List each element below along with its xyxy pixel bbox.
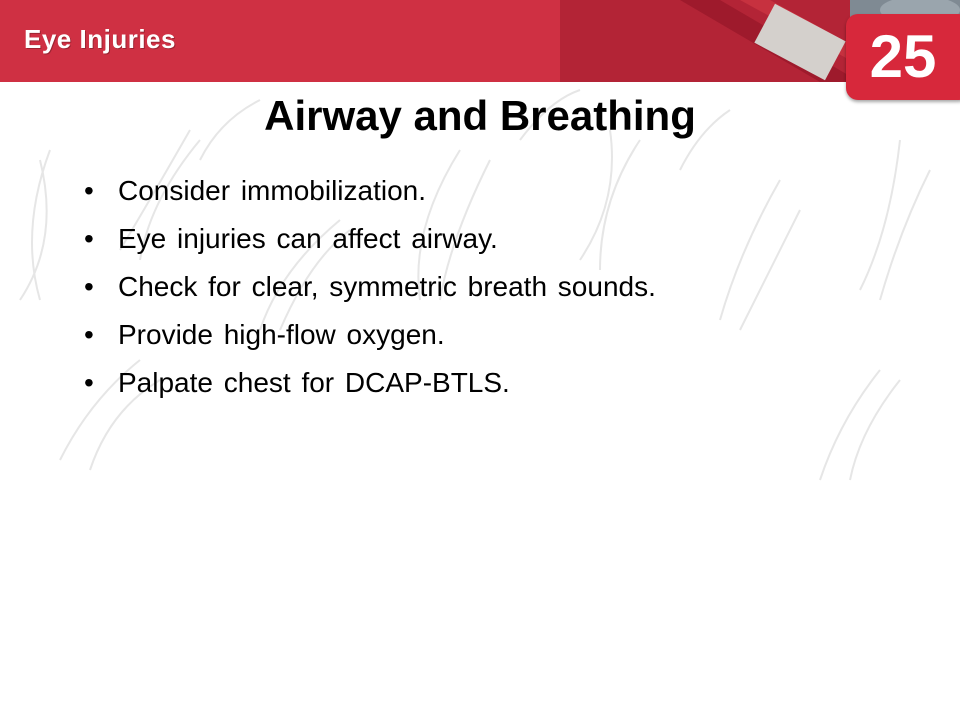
bullet-dot-icon: • bbox=[84, 367, 94, 398]
chapter-number: 25 bbox=[869, 23, 937, 90]
bullet-item bbox=[84, 175, 656, 223]
slide-title: Airway and Breathing bbox=[264, 92, 696, 139]
bullet-text: Eye injuries can affect airway. bbox=[118, 223, 498, 254]
chapter-title: Eye Injuries bbox=[24, 24, 176, 54]
chapter-number-badge bbox=[846, 14, 960, 100]
bullet-item bbox=[84, 223, 656, 271]
bullet-dot-icon: • bbox=[84, 223, 94, 254]
bullet-text: Consider immobilization. bbox=[118, 175, 427, 206]
bullet-dot-icon: • bbox=[84, 271, 94, 302]
bullet-item bbox=[84, 271, 656, 319]
bullet-item bbox=[84, 367, 656, 415]
bullet-dot-icon: • bbox=[84, 175, 94, 206]
bullet-text: Check for clear, symmetric breath sounds. bbox=[118, 271, 656, 302]
bullet-text: Provide high-flow oxygen. bbox=[118, 319, 445, 350]
bullet-dot-icon: • bbox=[84, 319, 94, 350]
bullet-item bbox=[84, 319, 656, 367]
chapter-header-bar bbox=[0, 0, 960, 82]
bullet-text: Palpate chest for DCAP-BTLS. bbox=[118, 367, 510, 398]
bullet-list bbox=[84, 175, 656, 415]
